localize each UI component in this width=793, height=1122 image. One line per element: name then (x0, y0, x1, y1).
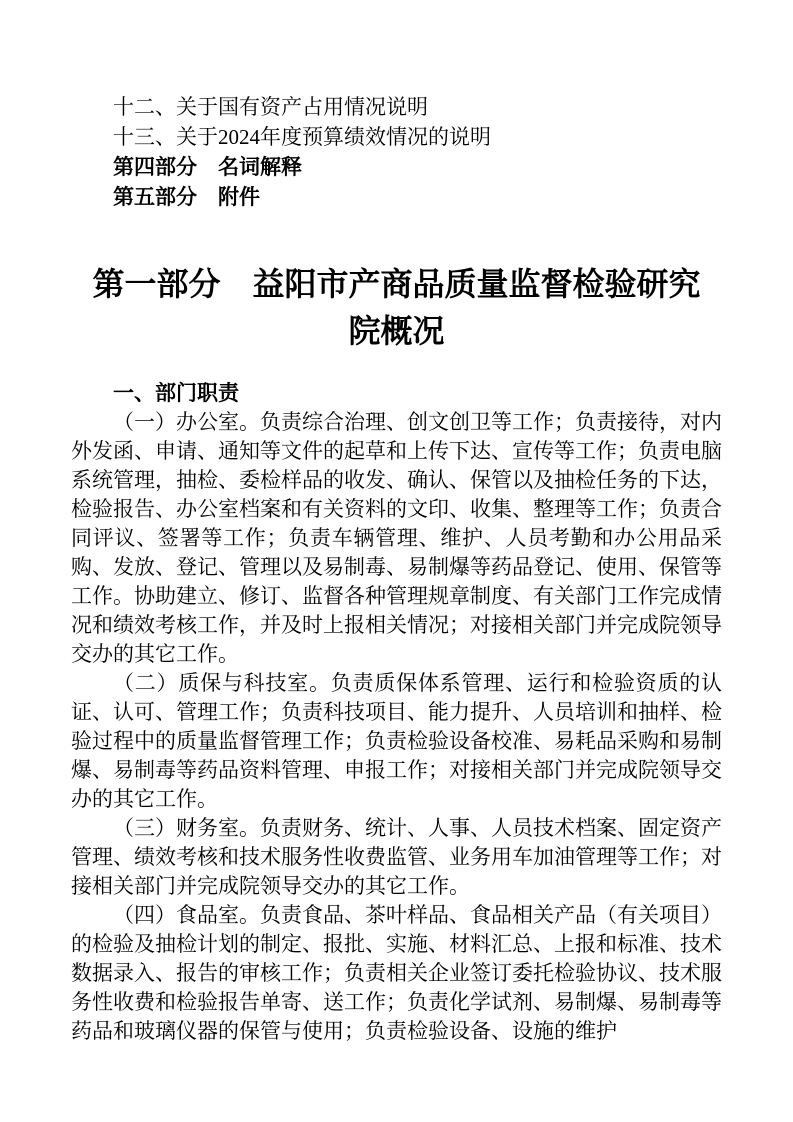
toc-item-13: 十三、关于2024年度预算绩效情况的说明 (113, 125, 491, 149)
paragraph-4-food-office: （四）食品室。负责食品、茶叶样品、食品相关产品（有关项目）的检验及抽检计划的制定、报批、实施、材料汇总、上报和标准、技术数据录入、报告的审核工作；负责相关企业签订委托检验协议、技术服务性收费和检验报告单寄、送工作；负责化学试剂、易制爆、易制毒等药品和玻璃仪器的保管与使用；负责检验设备、设施的维护 (71, 903, 722, 1043)
toc-item-12: 十二、关于国有资产占用情况说明 (113, 95, 428, 119)
paragraph-3-finance-office: （三）财务室。负责财务、统计、人事、人员技术档案、固定资产管理、绩效考核和技术服务性收费监管、业务用车加油管理等工作；对接相关部门并完成院领导交办的其它工作。 (71, 816, 722, 898)
toc-part-5: 第五部分 附件 (113, 185, 260, 209)
toc-part-4: 第四部分 名词解释 (113, 155, 302, 179)
document-title: 第一部分 益阳市产商品质量监督检验研究院概况 (92, 266, 701, 349)
table-of-contents (71, 92, 722, 212)
paragraph-1-general-office: （一）办公室。负责综合治理、创文创卫等工作；负责接待，对内外发函、申请、通知等文件的起草和上传下达、宣传等工作；负责电脑系统管理，抽检、委检样品的收发、确认、保管以及抽检任务的下达，检验报告、办公室档案和有关资料的文印、收集、整理等工作；负责合同评议、签署等工作；负责车辆管理、维护、人员考勤和办公用品采购、发放、登记、管理以及易制毒、易制爆等药品登记、使用、保管等工作。协助建立、修订、监督各种管理规章制度、有关部门工作完成情况和绩效考核工作，并及时上报相关情况；对接相关部门并完成院领导交办的其它工作。 (71, 410, 722, 666)
paragraph-2-quality-tech-office: （二）质保与科技室。负责质保体系管理、运行和检验资质的认证、认可、管理工作；负责科技项目、能力提升、人员培训和抽样、检验过程中的质量监督管理工作；负责检验设备校准、易耗品采购和易制爆、易制毒等药品资料管理、申报工作；对接相关部门并完成院领导交办的其它工作。 (71, 671, 722, 811)
section-heading-department-duties: 一、部门职责 (113, 381, 239, 405)
